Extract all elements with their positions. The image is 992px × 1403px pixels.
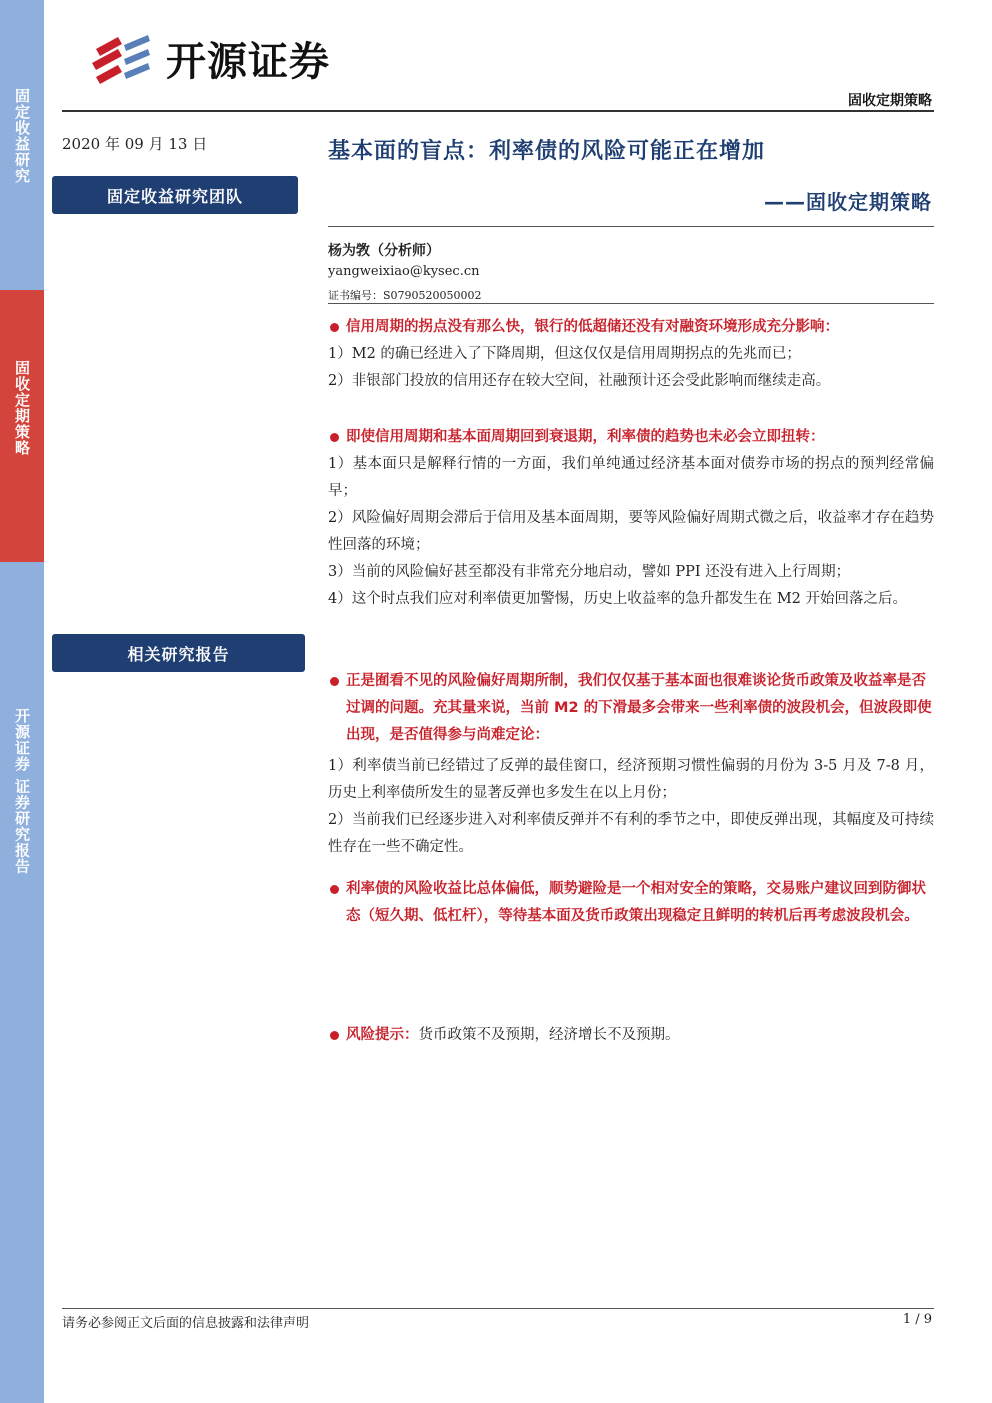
risk-key: 风险提示： — [346, 1027, 419, 1043]
page-number: 1 / 9 — [902, 1312, 932, 1327]
risk-line — [328, 1022, 934, 1049]
team-label-box — [52, 176, 298, 214]
bullet-dot-icon — [330, 677, 339, 686]
left-sidebar-strip — [0, 0, 44, 1403]
section-2-line-2: 2）风险偏好周期会滞后于信用及基本面周期，要等风险偏好周期式微之后，收益率才存在趋势性回落的环境； — [328, 510, 934, 553]
team-label: 固定收益研究团队 — [106, 186, 243, 206]
author-name: 杨为敩（分析师） — [328, 243, 440, 259]
bullet-dot-icon — [330, 433, 339, 442]
section-3 — [328, 668, 934, 861]
section-3-head — [328, 668, 934, 749]
section-2-line-3: 3）当前的风险偏好甚至都没有非常充分地启动，譬如 PPI 还没有进入上行周期； — [328, 564, 851, 580]
section-1-line-2: 2）非银部门投放的信用还存在较大空间，社融预计还会受此影响而继续走高。 — [328, 373, 831, 389]
footer-disclaimer: 请务必参阅正文后面的信息披露和法律声明 — [62, 1316, 310, 1331]
sidebar-segment-top — [0, 0, 44, 290]
section-3-line-2: 2）当前我们已经逐步进入对利率债反弹并不有利的季节之中，即使反弹出现，其幅度及可持续性存在一些不确定性。 — [328, 812, 934, 855]
report-title: 基本面的盲点：利率债的风险可能正在增加 — [328, 139, 766, 164]
section-4-head-text: 利率债的风险收益比总体偏低，顺势避险是一个相对安全的策略，交易账户建议回到防御状态（短久期、低杠杆），等待基本面及货币政策出现稳定且鲜明的转机后再考虑波段机会。 — [346, 881, 926, 924]
author-rule — [328, 303, 934, 304]
company-logo — [88, 30, 330, 87]
sidebar-top-label: 固定收益研究 — [13, 88, 31, 184]
sidebar-segment-bottom — [0, 562, 44, 1403]
report-date: 2020 年 09 月 13 日 — [62, 135, 208, 153]
section-2-line-4: 4）这个时点我们应对利率债更加警惕，历史上收益率的急升都发生在 M2 开始回落之后。 — [328, 591, 908, 607]
risk-section — [328, 1022, 934, 1049]
series-tag: 固收定期策略 — [848, 93, 932, 109]
section-2-line-1: 1）基本面只是解释行情的一方面，我们单纯通过经济基本面对债券市场的拐点的预判经常偏早； — [328, 456, 934, 499]
section-2-head — [328, 424, 934, 451]
sidebar-segment-mid — [0, 290, 44, 562]
section-1-head-text: 信用周期的拐点没有那么快，银行的低超储还没有对融资环境形成充分影响： — [346, 319, 839, 335]
bullet-dot-icon — [330, 323, 339, 332]
author-cert: 证书编号：S0790520050002 — [328, 289, 482, 302]
risk-text: 货币政策不及预期，经济增长不及预期。 — [418, 1027, 680, 1043]
footer-rule — [62, 1308, 934, 1309]
sidebar-mid-label: 固收定期策略 — [13, 360, 31, 456]
header-rule — [62, 110, 934, 112]
related-reports-label: 相关研究报告 — [127, 644, 230, 664]
author-email: yangweixiao@kysec.cn — [328, 264, 480, 279]
logo-text: 开源证券 — [166, 39, 330, 85]
report-subtitle: ——固收定期策略 — [764, 190, 932, 214]
section-4-head — [328, 876, 934, 930]
bullet-dot-icon — [330, 1031, 339, 1040]
section-3-line-1: 1）利率债当前已经错过了反弹的最佳窗口，经济预期习惯性偏弱的月份为 3-5 月及 7-8 月，历史上利率债所发生的显著反弹也多发生在以上月份； — [328, 758, 934, 801]
section-4 — [328, 876, 934, 930]
title-rule — [328, 226, 934, 227]
section-3-head-text: 正是囿看不见的风险偏好周期所制，我们仅仅基于基本面也很难谈论货币政策及收益率是否过调的问题。充其量来说，当前 M2 的下滑最多会带来一些利率债的波段机会，但波段即使出现，是否值得参与尚难定论： — [346, 673, 932, 743]
related-reports-box — [52, 634, 305, 672]
section-2 — [328, 424, 934, 613]
section-1-head — [328, 314, 934, 341]
bullet-dot-icon — [330, 885, 339, 894]
logo-mark-icon — [88, 31, 154, 87]
section-2-head-text: 即使信用周期和基本面周期回到衰退期，利率债的趋势也未必会立即扭转： — [346, 429, 825, 445]
section-1 — [328, 314, 934, 395]
section-1-line-1: 1）M2 的确已经进入了下降周期，但这仅仅是信用周期拐点的先兆而已； — [328, 346, 801, 362]
sidebar-bottom-label: 开源证券 证券研究报告 — [13, 708, 31, 875]
